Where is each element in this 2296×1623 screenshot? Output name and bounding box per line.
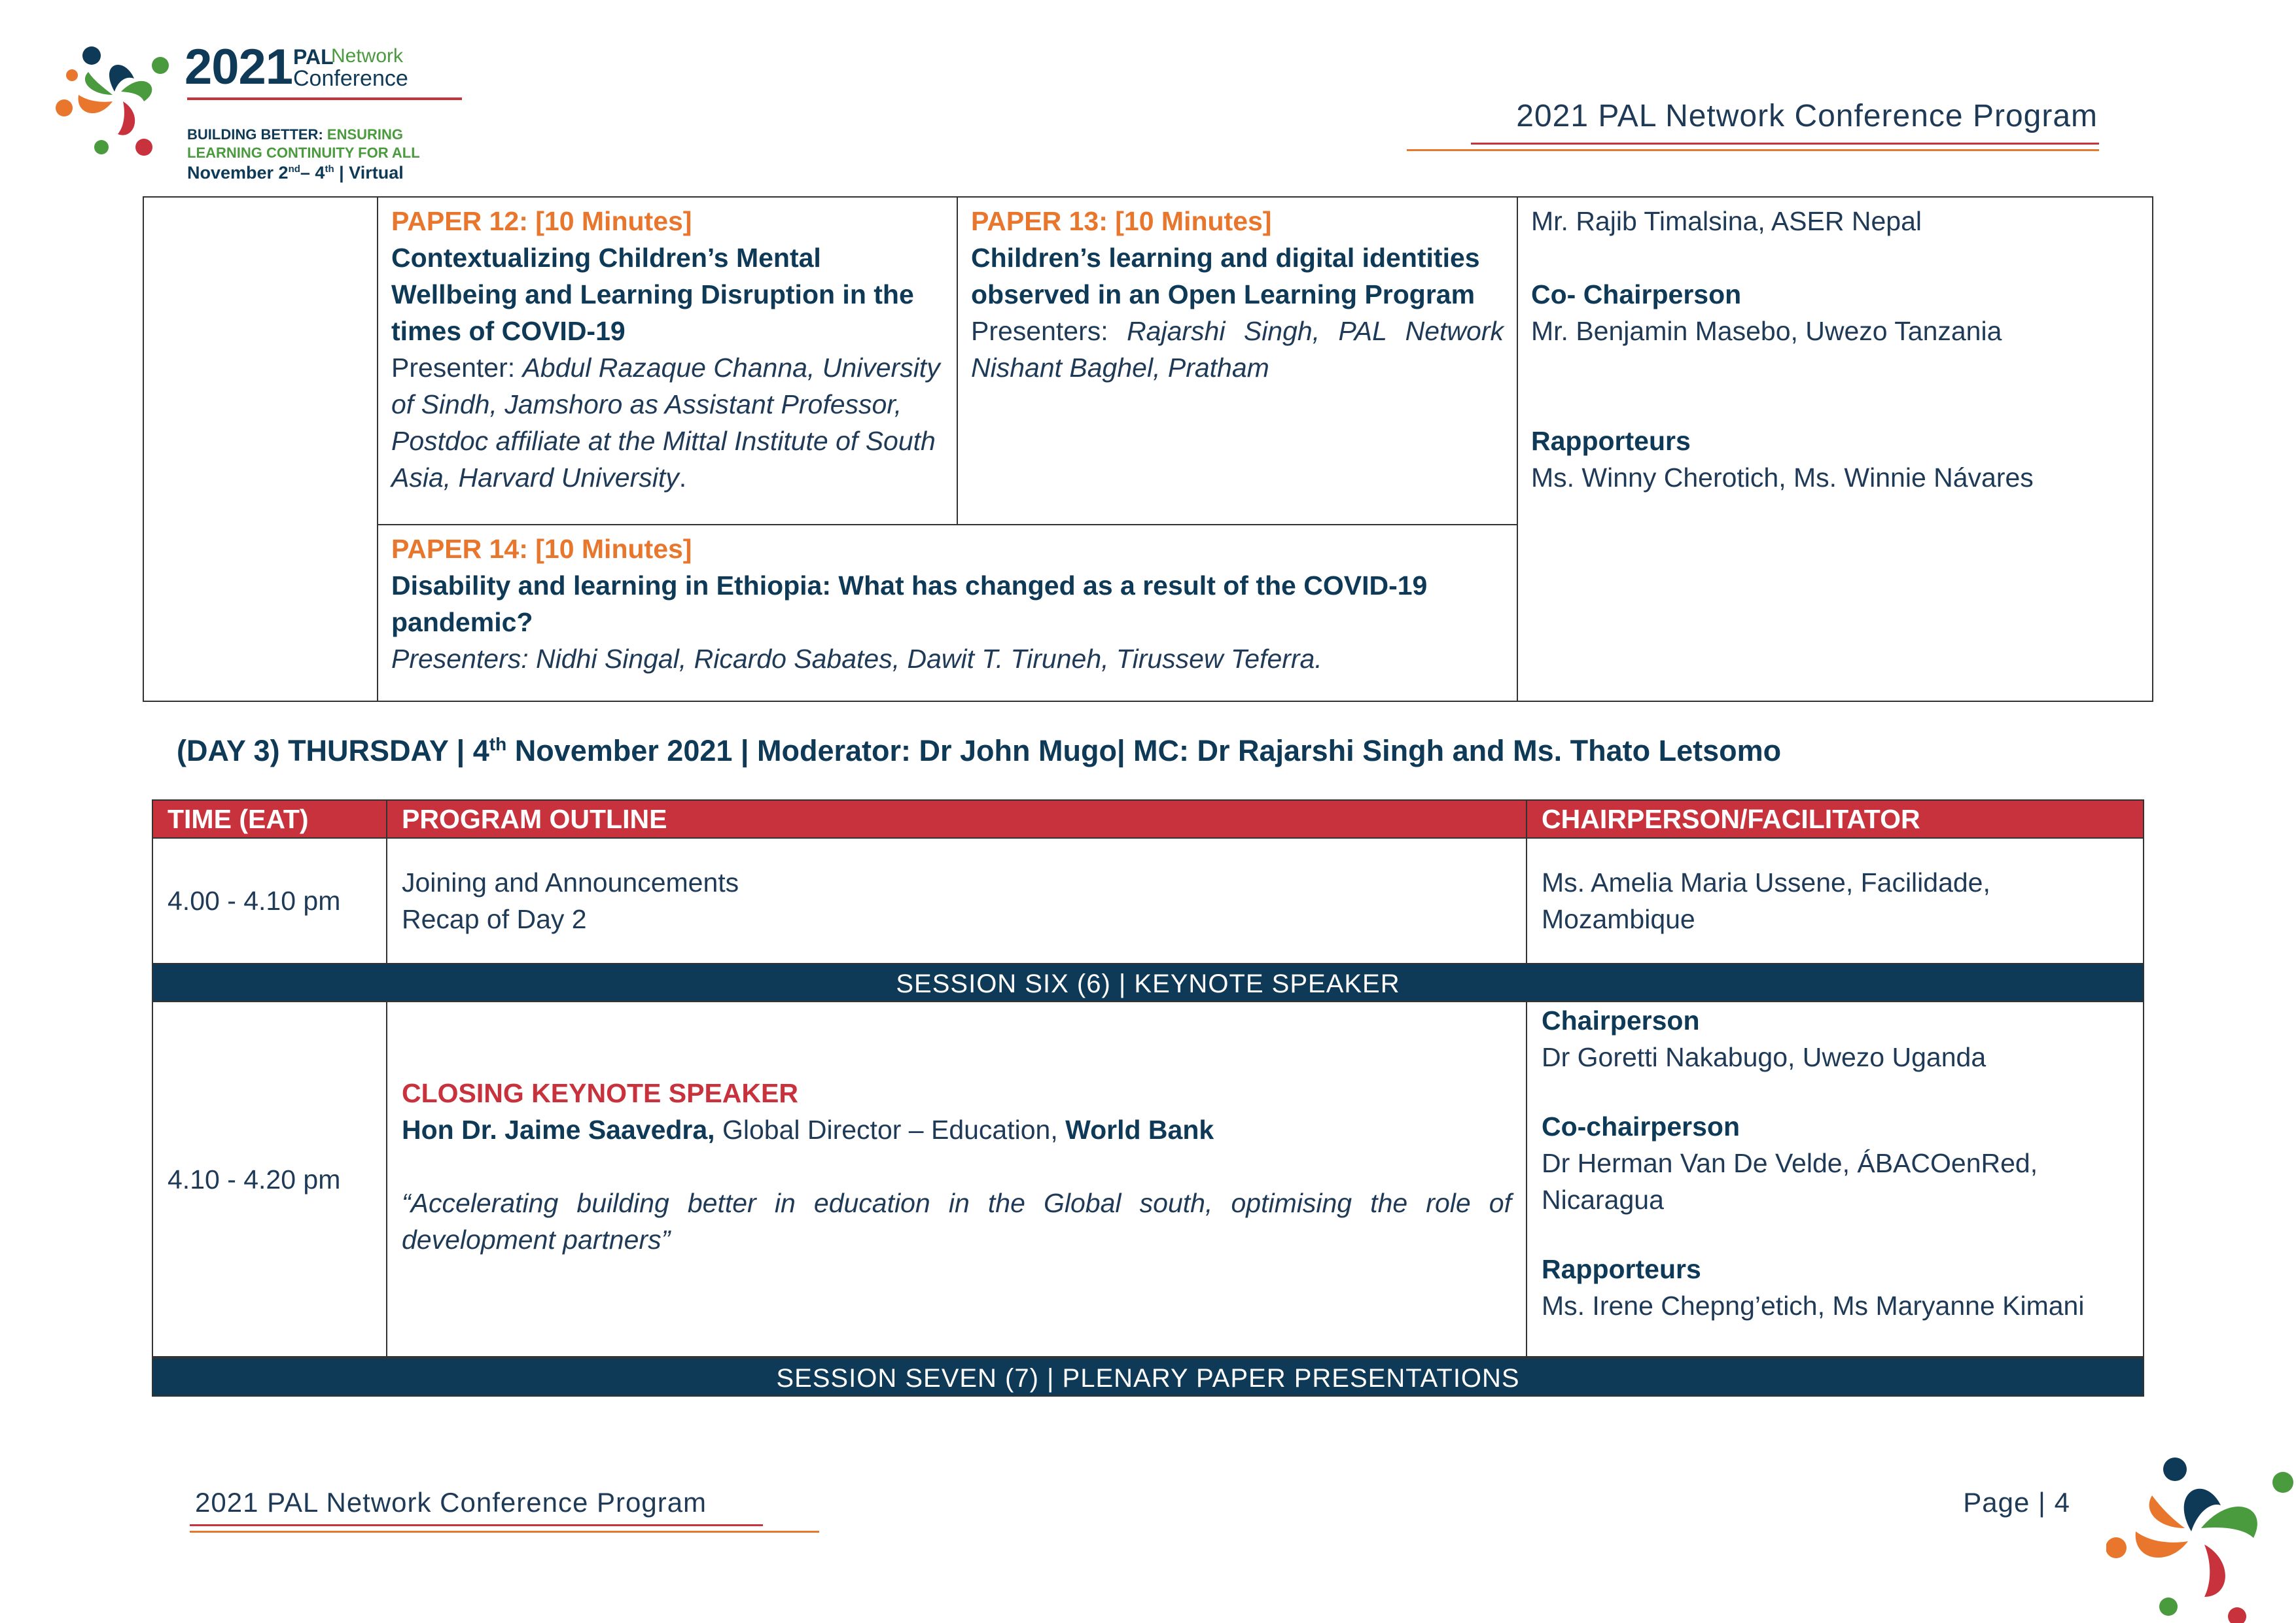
paper-13-title: Children’s learning and digital identities observed in an Open Learning Program	[971, 243, 1480, 309]
logo-tagline	[187, 126, 403, 143]
keynote-quote: “Accelerating building better in education in the Global south, optimising the role of development partners”	[402, 1187, 1511, 1255]
session-six-band: SESSION SIX (6) | KEYNOTE SPEAKER	[152, 963, 2144, 1002]
paper-13-label: PAPER 13: [10 Minutes]	[971, 206, 1272, 236]
logo-dates	[187, 163, 404, 183]
paper-12-cell	[377, 196, 958, 525]
logo-dates-b: – 4	[300, 163, 325, 183]
paper-12-presenter-label: Presenter:	[391, 353, 523, 383]
paper-14-label: PAPER 14: [10 Minutes]	[391, 534, 692, 564]
paper-12-label: PAPER 12: [10 Minutes]	[391, 206, 692, 236]
paper-14-cell	[377, 524, 1518, 702]
table-row-1-outline	[386, 837, 1527, 964]
header-rule-red	[1471, 143, 2099, 145]
logo-dates-sup2: th	[325, 164, 334, 175]
co-chairperson-label: Co- Chairperson	[1531, 279, 1742, 309]
closing-keynote-label: CLOSING KEYNOTE SPEAKER	[402, 1077, 798, 1108]
page-number: Page | 4	[1963, 1487, 2070, 1518]
footer-title: 2021 PAL Network Conference Program	[195, 1487, 707, 1518]
logo-conference: Conference	[293, 66, 408, 91]
logo-pal: PAL	[293, 45, 334, 69]
pal-network-logo-icon	[52, 29, 183, 164]
day-3-heading-b: November 2021 | Moderator: Dr John Mugo| MC: Dr Rajarshi Singh and Ms. Thato Letsomo	[506, 734, 1782, 767]
table-row-2-outline	[386, 1001, 1527, 1357]
time-cell-empty	[143, 196, 378, 702]
row-2-co-chair-label: Co-chairperson	[1542, 1111, 1740, 1142]
paper-14-presenters: Presenters: Nidhi Singal, Ricardo Sabates, Dawit T. Tiruneh, Tirussew Teferra.	[391, 644, 1322, 674]
paper-12-title: Contextualizing Children’s Mental Wellbeing and Learning Disruption in the times of COVID-19	[391, 243, 914, 346]
col-header-time: TIME (EAT)	[152, 799, 387, 839]
table-row-2-time	[152, 1001, 387, 1357]
paper-13-presenters-names: Rajarshi Singh, PAL Network Nishant Baghel, Pratham	[971, 316, 1504, 383]
footer-rule-red	[190, 1524, 763, 1526]
col-header-outline: PROGRAM OUTLINE	[386, 799, 1527, 839]
row-1-chair-text: Ms. Amelia Maria Ussene, Facilidade, Mozambique	[1542, 867, 1990, 934]
table-row-2-chair	[1526, 1001, 2144, 1357]
logo-divider	[187, 97, 462, 100]
logo-network: Network	[331, 45, 404, 67]
logo-dates-sup1: nd	[288, 164, 300, 175]
day-3-heading	[177, 734, 1781, 768]
logo-tagline-2: LEARNING CONTINUITY FOR ALL	[187, 145, 420, 161]
paper-12-presenter-name: Abdul Razaque Channa, University of Sindh, Jamshoro as Assistant Professor, Postdoc affiliate at the Mittal Institute of South Asia, Harvard University	[391, 353, 940, 493]
logo-tagline-b: ENSURING	[327, 126, 404, 143]
row-2-co-chair-name: Dr Herman Van De Velde, ÁBACOenRed, Nicaragua	[1542, 1148, 2038, 1215]
keynote-speaker-role: Global Director – Education,	[715, 1114, 1066, 1145]
table-row-1-chair	[1526, 837, 2144, 964]
conference-logo	[52, 29, 420, 183]
row-2-rapporteurs-label: Rapporteurs	[1542, 1254, 1701, 1284]
paper-12-presenter-end: .	[679, 462, 687, 493]
chairperson-name: Mr. Rajib Timalsina, ASER Nepal	[1531, 206, 1922, 236]
header-title: 2021 PAL Network Conference Program	[1516, 99, 2098, 133]
logo-dates-a: November 2	[187, 163, 289, 183]
rapporteurs-names: Ms. Winny Cherotich, Ms. Winnie Návares	[1531, 462, 2034, 493]
keynote-speaker-line	[402, 1111, 1511, 1148]
corner-logo-icon	[2106, 1420, 2296, 1623]
paper-13-presenters	[971, 313, 1504, 386]
table-row-1-time	[152, 837, 387, 964]
row-2-rapporteurs-names: Ms. Irene Chepng’etich, Ms Maryanne Kimani	[1542, 1291, 2085, 1321]
rapporteurs-label: Rapporteurs	[1531, 426, 1691, 456]
row-1-time-text: 4.00 - 4.10 pm	[168, 886, 341, 916]
col-header-chair: CHAIRPERSON/FACILITATOR	[1526, 799, 2144, 839]
session-seven-band: SESSION SEVEN (7) | PLENARY PAPER PRESENTATIONS	[152, 1357, 2144, 1397]
keynote-speaker-name: Hon Dr. Jaime Saavedra,	[402, 1114, 715, 1145]
paper-12-presenter	[391, 349, 944, 496]
row-1-outline-2: Recap of Day 2	[402, 904, 587, 934]
row-2-chair-label: Chairperson	[1542, 1005, 1700, 1036]
paper-13-cell	[957, 196, 1518, 525]
header-rule-orange	[1407, 149, 2099, 151]
paper-13-presenters-label: Presenters:	[971, 316, 1127, 346]
row-2-time-text: 4.10 - 4.20 pm	[168, 1164, 341, 1195]
row-2-chair-name: Dr Goretti Nakabugo, Uwezo Uganda	[1542, 1042, 1987, 1072]
logo-year: 2021	[185, 39, 293, 95]
chairperson-cell	[1517, 196, 2153, 702]
footer-rule-orange	[190, 1531, 819, 1533]
row-1-outline-1: Joining and Announcements	[402, 867, 739, 898]
logo-tagline-a: BUILDING BETTER:	[187, 126, 327, 143]
keynote-speaker-org: World Bank	[1065, 1114, 1214, 1145]
co-chairperson-name: Mr. Benjamin Masebo, Uwezo Tanzania	[1531, 316, 2002, 346]
paper-14-title: Disability and learning in Ethiopia: What has changed as a result of the COVID-19 pandemic?	[391, 570, 1428, 637]
day-3-heading-a: (DAY 3) THURSDAY | 4	[177, 734, 489, 767]
logo-dates-c: | Virtual	[334, 163, 404, 183]
day-3-heading-sup: th	[489, 734, 507, 754]
